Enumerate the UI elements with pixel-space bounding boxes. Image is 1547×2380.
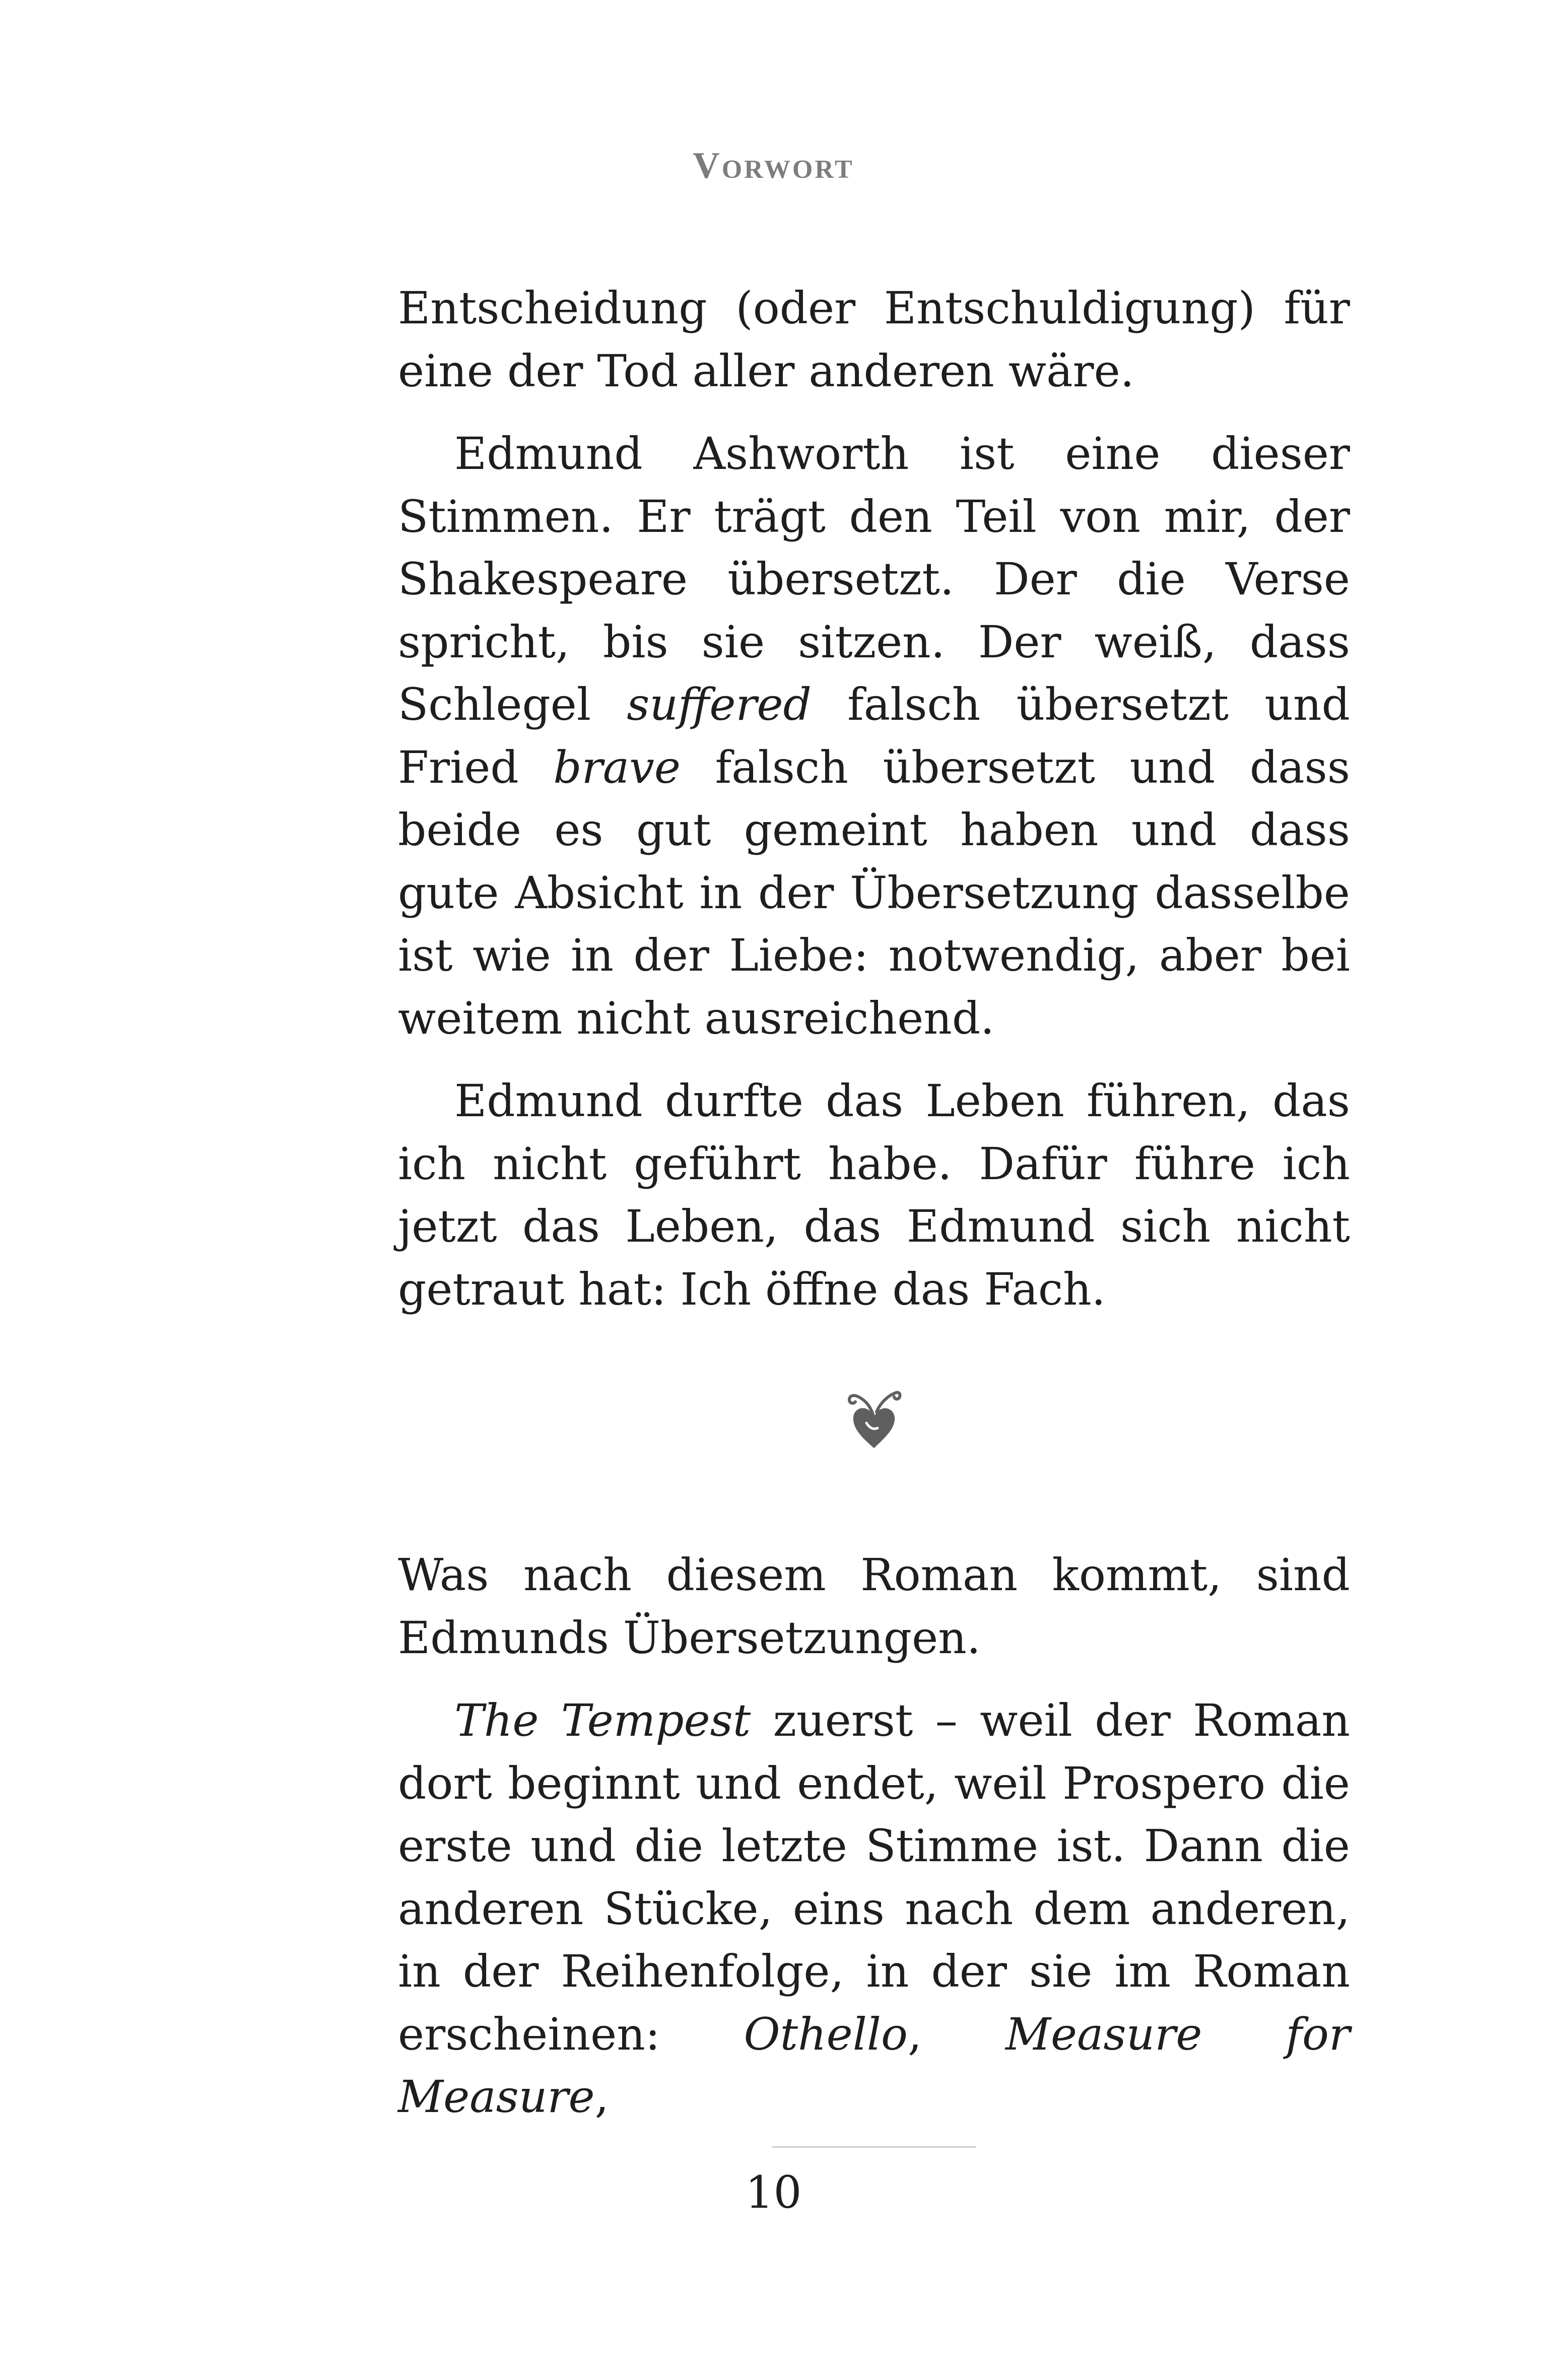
paragraph-text: zuerst – weil der Roman dort beginnt und endet, weil Prospero die erste und die letzte Stimme ist. Dann die anderen Stücke, eins nach dem anderen, in der Reihenfolge, in der sie im Roman erscheinen: [398,1694,1351,2060]
paragraph-text: , [908,2008,1005,2060]
paragraph [398,1544,1350,1669]
paragraph-text: Was nach diesem Roman kommt, sind Edmunds Übersetzungen. [398,1549,1350,1664]
paragraph [398,1689,1350,2129]
italic-title: Measure for Measure [398,2008,1351,2123]
paragraph-text: Edmund Ashworth ist eine dieser Stimmen. Er trägt den Teil von mir, der Shakespeare übersetzt. Der die Verse spricht, bis sie sitzen. Der weiß, dass Schlegel [398,428,1350,730]
paragraph-text: Edmund durfte das Leben führen, das ich nicht geführt habe. Dafür führe ich jetzt das Leben, das Edmund sich nicht getraut hat: Ich öffne das Fach. [398,1075,1350,1315]
floral-heart-ornament-icon [846,1388,902,1453]
text-section-2 [398,1544,1350,2129]
paragraph-text: falsch übersetzt und Fried [398,678,1350,793]
italic-term: suffered [627,678,812,730]
paragraph-text: , [594,2071,609,2123]
text-section-1 [398,277,1350,1321]
paragraph-text: falsch übersetzt und dass beide es gut gemeint haben und dass gute Absicht in der Übersetzung dasselbe ist wie in der Liebe: notwendig, aber bei weitem nicht ausreichend. [398,741,1350,1044]
paragraph-text: Entscheidung (oder Entschuldigung) für eine der Tod aller anderen wäre. [398,282,1350,397]
footer-divider [772,2146,976,2148]
paragraph [398,277,1350,402]
page-number: 10 [745,2166,802,2218]
italic-term: brave [553,741,681,793]
italic-title: The Tempest [454,1694,751,1746]
paragraph [398,423,1350,1050]
running-head: Vorwort [693,145,854,186]
paragraph [398,1070,1350,1321]
italic-title: Othello [744,2008,908,2060]
